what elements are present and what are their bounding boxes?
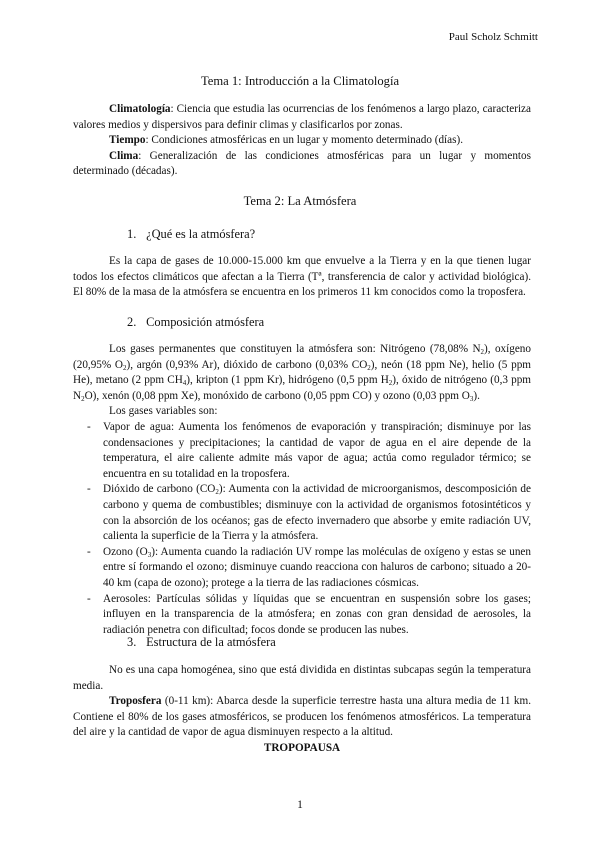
header-author: Paul Scholz Schmitt bbox=[448, 31, 538, 43]
page-number: 1 bbox=[297, 799, 303, 811]
section-3-heading: 3. Estructura de la atmósfera bbox=[127, 635, 276, 649]
def-tiempo: Tiempo: Condiciones atmosféricas en un lugar y momento determinado (días). bbox=[109, 134, 463, 147]
list-item-ozono: - Ozono $(O_3)$: Aumenta cuando la radiación UV rompe las moléculas de oxígeno y estas se unen entre sí formando el ozono; disminuye cuando reacciona con haluros de carbono; situado a 20-40 km (capa de ozono); protege a la tierra de las radiaciones cósmicas. bbox=[87, 545, 531, 589]
variable-gases-list bbox=[73, 420, 531, 638]
tropopausa-label: TROPOPAUSA bbox=[263, 741, 341, 754]
troposfera-para: Troposfera (0-11 km): Abarca desde la superficie terrestre hasta una altura media de 11 km. Contiene el 80% de los gases atmosféricos, se producen los fenómenos atmosféricos. La temperatura del aire y la cantidad de vapor de agua disminuyen respecto a la altitud. bbox=[73, 695, 531, 739]
tema1-title: Tema 1: Introducción a la Climatología bbox=[200, 74, 400, 88]
def-climatologia: Climatología: Ciencia que estudia las ocurrencias de los fenómenos a largo plazo, caracteriza valores medios y dispersivos para definir climas y clasificarlos por zonas. bbox=[73, 103, 531, 131]
section-2-heading: 2. Composición atmósfera bbox=[127, 315, 265, 329]
list-item-aerosoles: - Aerosoles: Partículas sólidas y líquidas que se encuentran en suspensión sobre los gases; influyen en la transparencia de la atmósfera; en zonas con gran densidad de aerosoles, la radiación penetra con dificultad; focos donde se producen las nubes. bbox=[87, 592, 531, 636]
list-item-co2: - Dióxido de carbono $(CO_2)$: Aumenta con la actividad de microorganismos, descomposición de carbono y quema de combustibles; disminuye con la actividad de organismos fotosintéticos y con la absorción de los océanos; gas de efecto invernadero que absorbe y emite radiación UV, calienta la superficie de la Tierra y la atmósfera. bbox=[87, 483, 531, 543]
section-1-heading: 1. ¿Qué es la atmósfera? bbox=[127, 227, 256, 241]
section-2-body bbox=[73, 342, 531, 638]
section-1-body: Es la capa de gases de 10.000-15.000 km que envuelve a la Tierra y en la que tienen lugar todos los efectos climáticos que afectan a la Tierra (Tª, transferencia de calor y actividad biológica). El 80% de la masa de la atmósfera se encuentra en los primeros 11 km conocidos como la troposfera. bbox=[73, 255, 531, 299]
structure-intro: No es una capa homogénea, sino que está dividida en distintas subcapas según la temperatura media. bbox=[73, 664, 531, 692]
list-item-vapor: - Vapor de agua: Aumenta los fenómenos de evaporación y transpiración; disminuye por las condensaciones y precipitaciones; la cantidad de vapor de agua en el aire depende de la temperatura, el aire caliente admite más vapor de agua; actúa como regulador térmico; se encuentra en su totalidad en la troposfera. bbox=[87, 420, 531, 480]
tema2-title: Tema 2: La Atmósfera bbox=[243, 194, 357, 208]
variable-gases-intro: Los gases variables son: bbox=[109, 405, 218, 418]
tema1-definitions bbox=[73, 102, 531, 180]
def-clima: Clima: Generalización de las condiciones atmosféricas para un lugar y momentos determinado (décadas). bbox=[73, 149, 531, 178]
permanent-gases: Los gases permanentes que constituyen la atmósfera son: Nitrógeno (78,08% $N_2$), oxígeno (20,95% $O_2$), argón (0,93% Ar), dióxido de carbono (0,03% $CO_2$), neón (18 ppm Ne), helio (5 ppm He), metano (2 ppm $CH_4$), kripton (1 ppm Kr), hidrógeno (0,5 ppm $H_2$), óxido de nitrógeno (0,3 ppm $N_2O$), xenón (0,08 ppm Xe), monóxido de carbono (0,05 ppm CO) y ozono (0,03 ppm $O_3$). bbox=[73, 343, 532, 403]
section-3-body bbox=[73, 663, 531, 757]
